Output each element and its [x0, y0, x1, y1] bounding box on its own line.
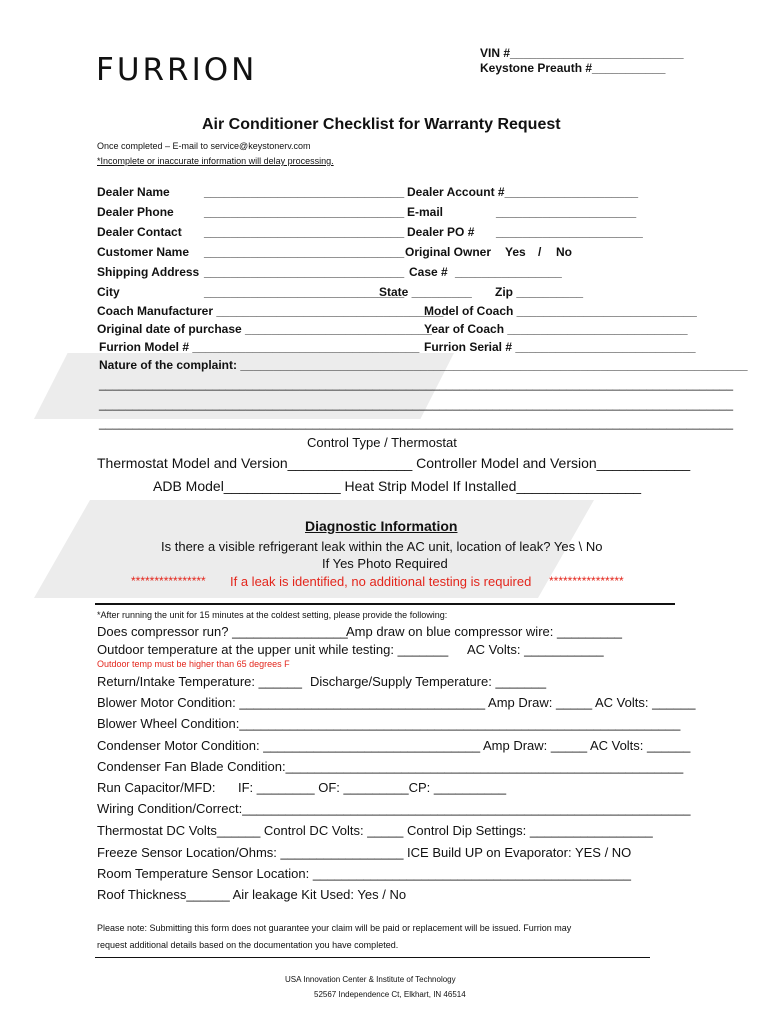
compressor-run-field[interactable]: Does compressor run? ________________ [97, 624, 348, 639]
dealer-name-field[interactable]: ______________________________ [204, 185, 405, 199]
dealer-contact-label: Dealer Contact [97, 225, 182, 239]
footer-address: 52567 Independence Ct, Elkhart, IN 46514 [314, 990, 466, 999]
condenser-motor-field[interactable]: Condenser Motor Condition: ______________________________ Amp Draw: _____ AC Volts: ______ [97, 738, 691, 753]
blower-wheel-field[interactable]: Blower Wheel Condition:_____________________________________________________________ [97, 716, 681, 731]
zip-field[interactable]: Zip __________ [495, 285, 584, 299]
disclaimer-line1: Please note: Submitting this form does not guarantee your claim will be paid or replacement will be issued. Furrion may [97, 923, 572, 933]
blower-motor-field[interactable]: Blower Motor Condition: __________________________________ Amp Draw: _____ AC Volts: ______ [97, 695, 696, 710]
owner-slash: / [538, 245, 542, 259]
page-title: Air Conditioner Checklist for Warranty Request [202, 116, 561, 133]
email-instruction: Once completed – E-mail to service@keystonerv.com [97, 141, 311, 151]
dealer-phone-label: Dealer Phone [97, 205, 174, 219]
thermostat-dc-field[interactable]: Thermostat DC Volts______ Control DC Volts: _____ Control Dip Settings: _________________ [97, 823, 653, 838]
stars-right: **************** [549, 574, 624, 588]
email-field[interactable]: _____________________ [496, 205, 637, 219]
owner-no-option[interactable]: No [556, 245, 572, 259]
diagnostic-heading: Diagnostic Information [305, 518, 458, 534]
outdoor-temp-field[interactable]: Outdoor temperature at the upper unit while testing: _______ [97, 642, 449, 657]
year-of-coach-field[interactable]: Year of Coach ___________________________ [424, 322, 688, 336]
wiring-condition-field[interactable]: Wiring Condition/Correct:______________________________________________________________ [97, 801, 691, 816]
shipping-address-label: Shipping Address [97, 265, 200, 279]
vin-field[interactable]: VIN #__________________________ [480, 46, 684, 60]
city-field[interactable]: ______________________________ [204, 285, 405, 299]
complaint-line[interactable]: _______________________________________________________________________________________________ [99, 416, 734, 430]
photo-required: If Yes Photo Required [322, 556, 448, 571]
amp-blue-field[interactable]: Amp draw on blue compressor wire: _________ [346, 624, 623, 639]
case-label: Case # [409, 265, 448, 279]
dealer-account-field[interactable]: Dealer Account #____________________ [407, 185, 639, 199]
complaint-field[interactable]: Nature of the complaint: ____________________________________________________________________________ [99, 358, 748, 372]
dealer-phone-field[interactable]: ______________________________ [204, 205, 405, 219]
footer-divider [95, 957, 650, 958]
thermostat-model-field[interactable]: Thermostat Model and Version________________ Controller Model and Version____________ [97, 455, 691, 471]
complaint-line[interactable]: _______________________________________________________________________________________________ [99, 377, 734, 391]
furrion-model-field[interactable]: Furrion Model # __________________________________ [99, 340, 420, 354]
roof-thickness-field[interactable]: Roof Thickness______ Air leakage Kit Used: Yes / No [97, 887, 407, 902]
room-sensor-field[interactable]: Room Temperature Sensor Location: ____________________________________________ [97, 866, 631, 881]
city-label: City [97, 285, 120, 299]
section-divider [95, 603, 675, 605]
state-field[interactable]: State _________ [379, 285, 472, 299]
control-type-heading: Control Type / Thermostat [307, 435, 457, 450]
email-label: E-mail [407, 205, 444, 219]
after-running-note: *After running the unit for 15 minutes at the coldest setting, please provide the following: [97, 610, 448, 620]
run-capacitor-label: Run Capacitor/MFD: [97, 780, 216, 795]
dealer-name-label: Dealer Name [97, 185, 170, 199]
case-field[interactable]: ________________ [455, 265, 562, 279]
processing-warning: *Incomplete or inaccurate information will delay processing. [97, 156, 334, 166]
leak-note: If a leak is identified, no additional testing is required [230, 574, 532, 589]
purchase-date-field[interactable]: Original date of purchase ____________________________ [97, 322, 432, 336]
customer-name-field[interactable]: ______________________________ [204, 245, 405, 259]
capacitor-values-field[interactable]: IF: ________ OF: _________CP: __________ [238, 780, 507, 795]
furrion-serial-field[interactable]: Furrion Serial # ___________________________ [424, 340, 696, 354]
discharge-temp-field[interactable]: Discharge/Supply Temperature: _______ [310, 674, 547, 689]
complaint-line[interactable]: _______________________________________________________________________________________________ [99, 397, 734, 411]
freeze-sensor-field[interactable]: Freeze Sensor Location/Ohms: _________________ ICE Build UP on Evaporator: YES / NO [97, 845, 632, 860]
coach-manufacturer-field[interactable]: Coach Manufacturer __________________________________ [97, 304, 444, 318]
return-temp-field[interactable]: Return/Intake Temperature: ______ [97, 674, 303, 689]
owner-yes-option[interactable]: Yes [505, 245, 526, 259]
dealer-contact-field[interactable]: ______________________________ [204, 225, 405, 239]
shipping-address-field[interactable]: ______________________________ [204, 265, 405, 279]
condenser-fan-field[interactable]: Condenser Fan Blade Condition:_______________________________________________________ [97, 759, 684, 774]
dealer-po-label: Dealer PO # [407, 225, 475, 239]
footer-center-name: USA Innovation Center & Institute of Technology [285, 975, 456, 984]
original-owner-label: Original Owner [405, 245, 492, 259]
stars-left: **************** [131, 574, 206, 588]
disclaimer-line2: request additional details based on the documentation you have completed. [97, 940, 399, 950]
furrion-logo: FURRION [96, 52, 258, 88]
outdoor-temp-note: Outdoor temp must be higher than 65 degrees F [97, 659, 290, 669]
ac-volts-field[interactable]: AC Volts: ___________ [467, 642, 604, 657]
leak-question: Is there a visible refrigerant leak within the AC unit, location of leak? Yes \ No [161, 539, 603, 554]
preauth-field[interactable]: Keystone Preauth #___________ [480, 61, 666, 75]
dealer-po-field[interactable]: ______________________ [496, 225, 643, 239]
customer-name-label: Customer Name [97, 245, 190, 259]
adb-model-field[interactable]: ADB Model_______________ Heat Strip Model If Installed________________ [153, 478, 642, 494]
model-of-coach-field[interactable]: Model of Coach ___________________________ [424, 304, 697, 318]
